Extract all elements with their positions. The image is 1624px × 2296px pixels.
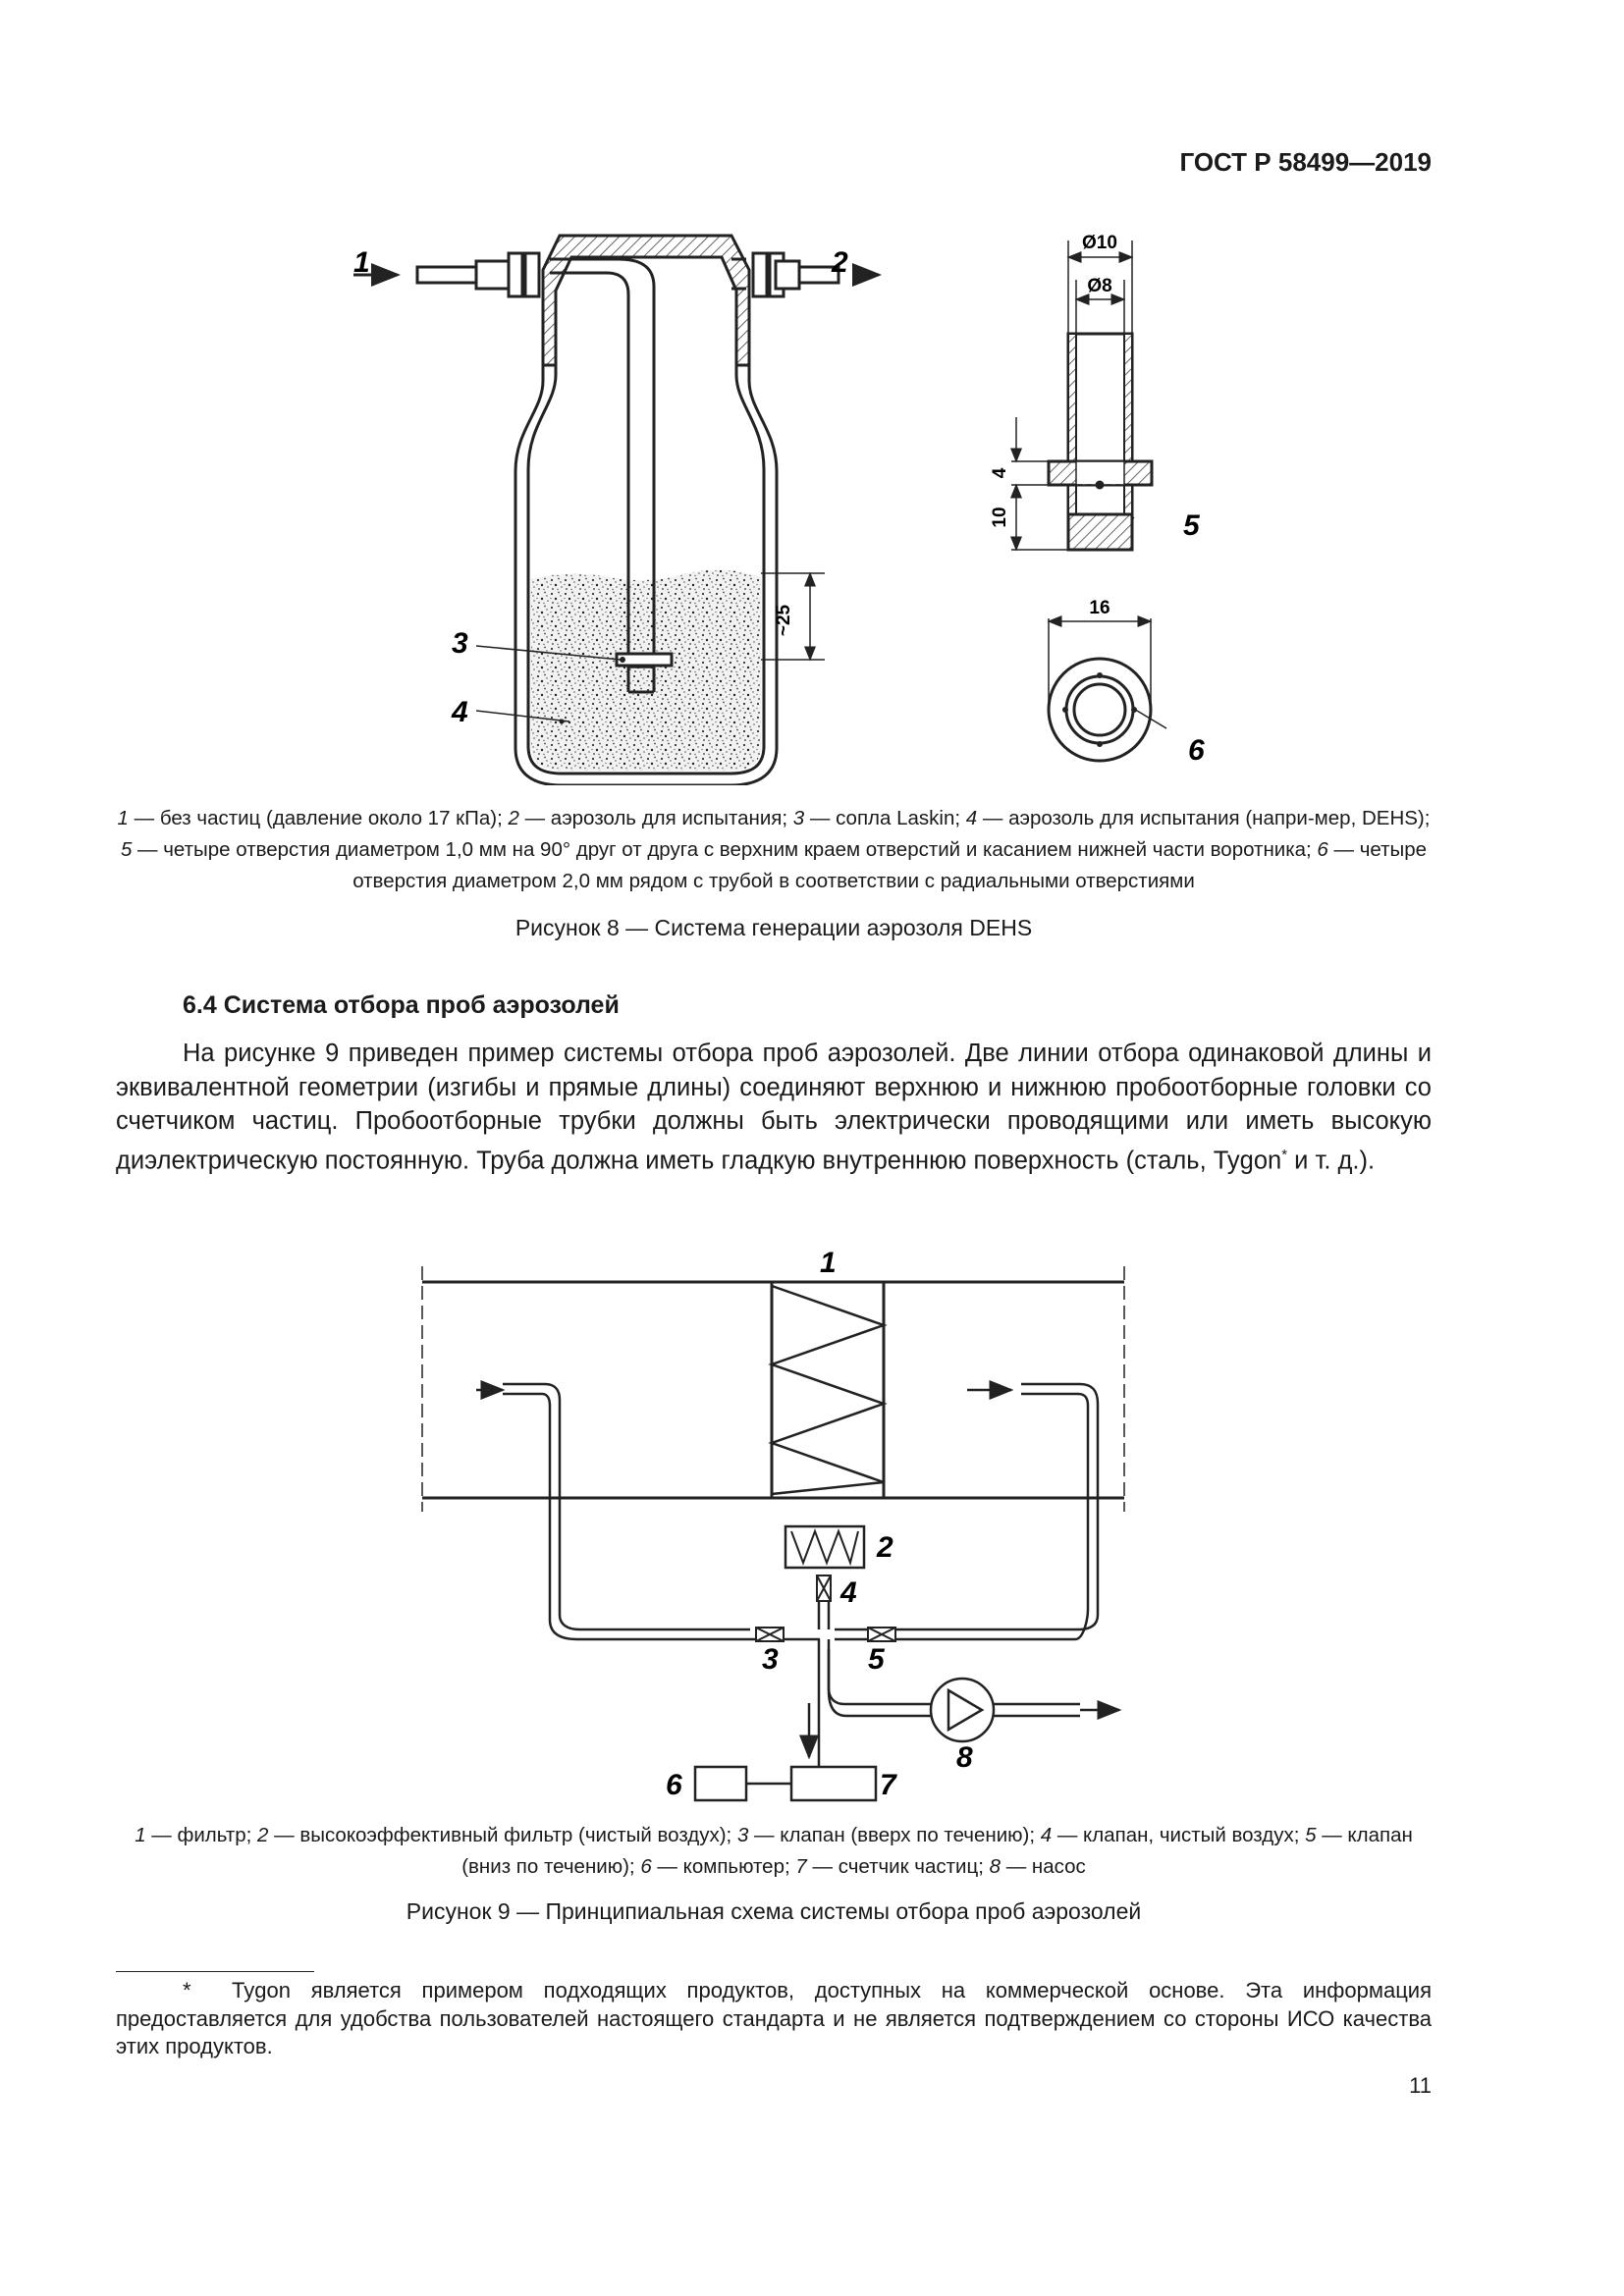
hepa-filter (785, 1526, 864, 1568)
callout-fig9-6: 6 (666, 1769, 682, 1801)
sampling-lines (503, 1384, 1098, 1767)
filter (772, 1282, 884, 1498)
footnote-reference: * (1281, 1146, 1288, 1163)
footnote-text: Tygon является примером подходящих продуктов, доступных на коммерческой основе. Эта информация предоставляется для удобства пользователей настоящего стандарта и не является подтверждением со стороны ИСО качества этих продуктов. (116, 1978, 1432, 2058)
test-aerosol-liquid (531, 570, 761, 771)
nozzle-side-view (1049, 334, 1152, 550)
page-number: 11 (1409, 2073, 1432, 2098)
callout-1: 1 (353, 246, 370, 279)
footnote (116, 1977, 1432, 2061)
figure-9-title: Рисунок 9 — Принципиальная схема системы отбора проб аэрозолей (406, 1898, 1142, 1924)
callout-fig9-3: 3 (762, 1643, 779, 1676)
figure-8-title: Рисунок 8 — Система генерации аэрозоля DEHS (514, 915, 1033, 940)
valve-downstream (868, 1628, 895, 1641)
dim-outer-diameter: Ø10 (1082, 233, 1117, 253)
particle-counter-and-computer (695, 1767, 876, 1800)
dim-inner-diameter: Ø8 (1087, 276, 1112, 296)
figure-8-legend: 1 — без частиц (давление около 17 кПа); 2 — аэрозоль для испытания; 3 — сопла Laskin; 4 — аэрозоль для испытания (напри-мер, DEHS); 5 — четыре отверстия диаметром 1,0 мм на 90° друг от друга с верхним краем отверстий и касанием нижней части воротника; 6 — четыре отверстия диаметром 2,0 мм рядом с трубой в соответствии с радиальными отверстиями (117, 807, 1431, 892)
callout-fig9-4: 4 (840, 1576, 857, 1609)
callout-fig9-1: 1 (820, 1247, 837, 1279)
document-header: ГОСТ Р 58499—2019 (1179, 147, 1432, 177)
bottle-cap (543, 236, 749, 365)
callout-3: 3 (452, 627, 468, 660)
dim-collar-height: 4 (990, 467, 1010, 479)
outlet-tube (753, 253, 839, 296)
figure-9-legend: 1 — фильтр; 2 — высокоэффективный фильтр (чистый воздух); 3 — клапан (вверх по течению); 4 — клапан, чистый воздух; 5 — клапан (вниз по течению); 6 — компьютер; 7 — счетчик частиц; 8 — насос (135, 1824, 1413, 1878)
valve-upstream (756, 1628, 784, 1641)
callout-fig9-2: 2 (877, 1531, 893, 1564)
callout-4: 4 (452, 696, 468, 728)
section-paragraph: На рисунке 9 приведен пример системы отбора проб аэрозолей. Две линии отбора одинаковой длины и эквивалентной геометрии (изгибы и прямые длины) соединяют верхнюю и нижнюю пробоотборные головки со счетчиком частиц. Пробоотборные трубки должны быть электрически проводящими или иметь высокую диэлектрическую постоянную. Труба должна иметь гладкую внутреннюю поверхность (сталь, Tygon* и т. д.). (116, 1040, 1432, 1174)
callout-fig9-8: 8 (956, 1741, 973, 1774)
callout-fig9-5: 5 (868, 1643, 885, 1676)
callout-fig9-7: 7 (880, 1769, 896, 1801)
dim-collar-diameter: 16 (1089, 598, 1110, 618)
callout-5: 5 (1183, 509, 1200, 542)
callout-6: 6 (1188, 734, 1205, 767)
pump (931, 1679, 994, 1741)
dim-height: 10 (990, 507, 1010, 528)
dim-liquid-depth: ~25 (774, 604, 794, 637)
section-heading: 6.4 Система отбора проб аэрозолей (183, 991, 620, 1019)
figure-9-diagram (0, 1237, 1624, 1826)
inlet-tube (417, 253, 539, 296)
valve-clean-air (817, 1575, 831, 1601)
footnote-mark: * (183, 1978, 191, 2002)
figure-8-drawing (0, 0, 1624, 785)
callout-2: 2 (832, 246, 848, 279)
footnote-separator (116, 1971, 314, 1972)
